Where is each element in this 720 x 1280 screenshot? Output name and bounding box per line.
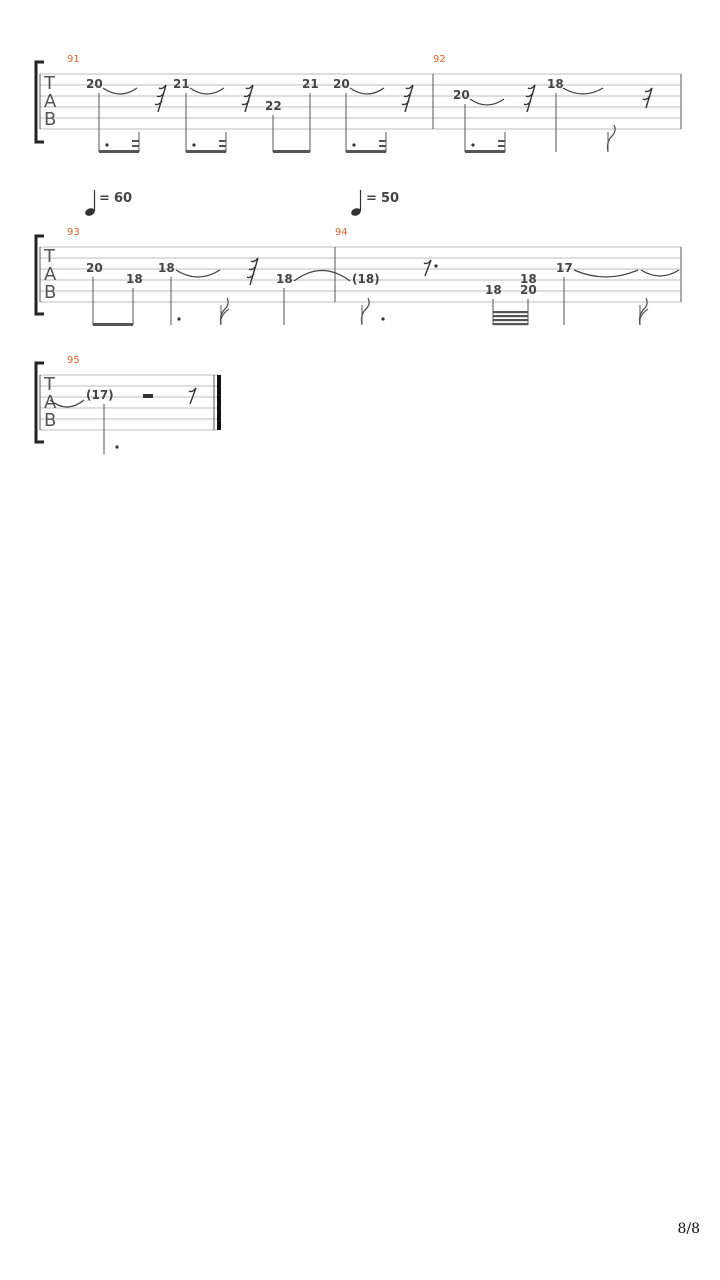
tempo-equals: = [366, 191, 377, 206]
fret-number: 20 [520, 283, 537, 297]
dots [105, 143, 474, 146]
fret-number: 21 [302, 77, 319, 91]
tab-clef-t: T [44, 73, 55, 94]
measure-number: 91 [67, 54, 80, 65]
fret-number: 18 [158, 261, 175, 275]
measure-number: 94 [335, 227, 348, 238]
measure-number: 95 [67, 355, 80, 366]
page-number: 8/8 [677, 1221, 700, 1237]
staff-lines [40, 74, 681, 129]
tempo-marking [84, 190, 132, 217]
tab-clef-b: B [44, 282, 57, 303]
tab-clef-a: A [44, 392, 57, 413]
barlines [40, 74, 681, 129]
fret-number: 20 [333, 77, 350, 91]
rest [189, 388, 196, 404]
dot [115, 445, 118, 448]
half-rest [143, 394, 153, 398]
measure-number: 93 [67, 227, 80, 238]
tab-clef-b: B [44, 109, 57, 130]
tempo-equals: = [99, 191, 110, 206]
tab-clef-t: T [44, 246, 55, 267]
beams [93, 311, 528, 326]
barlines [40, 375, 221, 430]
fret-number: 18 [276, 272, 293, 286]
fret-number: 18 [485, 283, 502, 297]
fret-number: (18) [352, 272, 380, 286]
fret-number: 20 [86, 261, 103, 275]
tab-clef-a: A [44, 264, 57, 285]
tab-clef-t: T [44, 374, 55, 395]
tab-clef-a: A [44, 91, 57, 112]
fret-number: 20 [453, 88, 470, 102]
fret-number: 17 [556, 261, 573, 275]
fret-number: 20 [86, 77, 103, 91]
system-3 [36, 355, 221, 454]
tempo-marking [350, 190, 399, 217]
tempo-bpm: 50 [381, 191, 400, 206]
beams [99, 140, 505, 153]
system-2 [36, 190, 681, 326]
fret-number: 18 [547, 77, 564, 91]
system-1 [36, 54, 681, 153]
fret-number: 18 [126, 272, 143, 286]
tab-clef-b: B [44, 410, 57, 431]
fret-number: (17) [86, 388, 114, 402]
fret-number: 22 [265, 99, 282, 113]
rests [247, 258, 431, 285]
tempo-bpm: 60 [114, 191, 133, 206]
final-barline [217, 375, 221, 430]
measure-number: 92 [433, 54, 446, 65]
fret-number: 18 [520, 272, 537, 286]
fret-number: 21 [173, 77, 190, 91]
note-stems [99, 93, 608, 152]
rests [155, 85, 652, 112]
